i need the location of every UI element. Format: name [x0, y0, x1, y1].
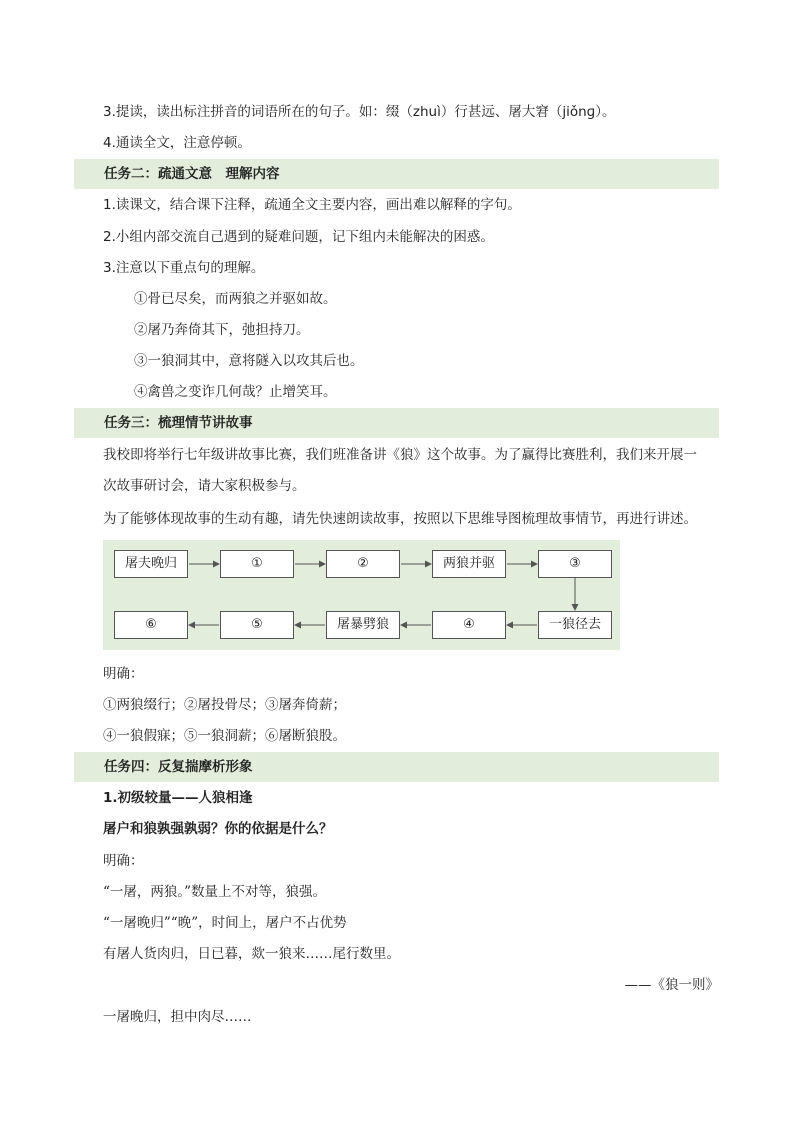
task3-paragraph-1a: 我校即将举行七年级讲故事比赛，我们班准备讲《狼》这个故事。为了赢得比赛胜利，我们来开展一: [103, 447, 697, 463]
key-sentence-2: ②屠乃奔倚其下，弛担持刀。: [134, 322, 310, 338]
key-sentence-3: ③一狼洞其中，意将隧入以攻其后也。: [134, 353, 364, 369]
task3-answer-line-1: ①两狼缀行；②屠投骨尽；③屠奔倚薪；: [103, 697, 346, 713]
intro-item-3: 3.提读，读出标注拼音的词语所在的句子。如：缀（zhuì）行甚远、屠大窘（jiǒnɡ）。: [103, 104, 616, 120]
flow-node-5: ③: [538, 550, 612, 578]
task4-header-bar: [74, 752, 719, 782]
task2-header: 任务二：疏通文意 理解内容: [104, 166, 280, 182]
task3-header-bar: [74, 408, 719, 438]
flow-node-10: ⑥: [114, 611, 188, 639]
key-sentence-4: ④禽兽之变诈几何哉？止增笑耳。: [134, 384, 337, 400]
task4-quote: 有屠人货肉归，日已暮，欻一狼来……尾行数里。: [103, 946, 400, 962]
task3-header: 任务三：梳理情节讲故事: [104, 415, 253, 431]
task4-answer-line-2: “一屠晚归”“晚”，时间上，屠户不占优势: [103, 915, 347, 931]
task2-item-3: 3.注意以下重点句的理解。: [103, 260, 265, 276]
flow-node-6: 一狼径去: [538, 611, 612, 639]
task2-header-bar: [74, 159, 719, 189]
task4-quote-source: ——《狼一则》: [624, 977, 719, 993]
flow-node-8: 屠暴劈狼: [326, 611, 400, 639]
flow-node-1: 屠夫晚归: [114, 550, 188, 578]
task4-answer-label: 明确：: [103, 853, 144, 869]
task4-last-line: 一屠晚归，担中肉尽……: [103, 1009, 252, 1025]
flow-node-2: ①: [220, 550, 294, 578]
task3-paragraph-2: 为了能够体现故事的生动有趣，请先快速朗读故事，按照以下思维导图梳理故事情节，再进行讲述。: [103, 511, 697, 527]
key-sentence-1: ①骨已尽矣，而两狼之并驱如故。: [134, 291, 337, 307]
intro-item-4: 4.通读全文，注意停顿。: [103, 135, 251, 151]
task3-answer-label: 明确：: [103, 666, 144, 682]
task3-paragraph-1b: 次故事研讨会，请大家积极参与。: [103, 478, 306, 494]
task4-answer-line-1: “一屠，两狼。”数量上不对等，狼强。: [103, 884, 327, 900]
task4-subheading: 1.初级较量——人狼相逢: [103, 790, 253, 806]
flow-node-7: ④: [432, 611, 506, 639]
task3-answer-line-2: ④一狼假寐；⑤一狼洞薪；⑥屠断狼股。: [103, 728, 346, 744]
flow-node-4: 两狼并驱: [432, 550, 506, 578]
task2-item-1: 1.读课文，结合课下注释，疏通全文主要内容，画出难以解释的字句。: [103, 197, 521, 213]
task4-question: 屠户和狼孰强孰弱？你的依据是什么？: [103, 821, 333, 837]
flow-node-3: ②: [326, 550, 400, 578]
flow-node-9: ⑤: [220, 611, 294, 639]
plot-flow-diagram: [103, 540, 620, 650]
task2-item-2: 2.小组内部交流自己遇到的疑难问题，记下组内未能解决的困惑。: [103, 229, 494, 245]
task4-header: 任务四：反复揣摩析形象: [104, 759, 253, 775]
